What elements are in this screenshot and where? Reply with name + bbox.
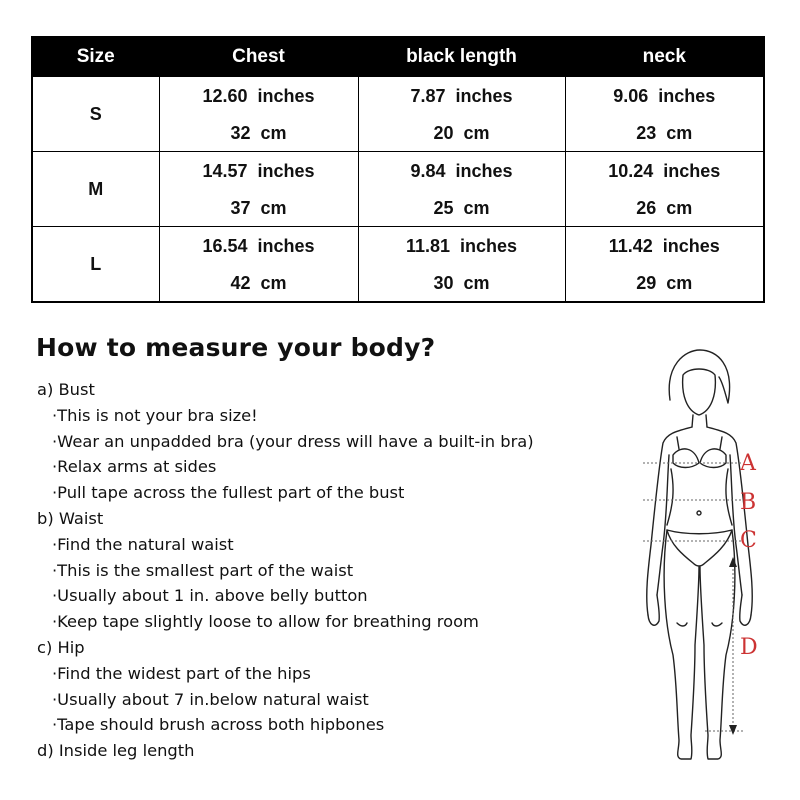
label-a: A [740,451,756,476]
guide-tip: ·Wear an unpadded bra (your dress will have a built-in bra) [52,431,534,451]
chest-cell [159,152,358,227]
neck-inches: 11.42 inches [608,235,720,256]
back-length-inches: 9.84 inches [410,160,513,181]
neck-cell [565,152,764,227]
table-row [32,152,764,227]
chest-cm: 42 cm [230,272,287,293]
size-cell: M [32,152,159,227]
back-length-cell [358,77,565,152]
guide-tip: ·Find the natural waist [52,534,234,554]
chest-inches: 12.60 inches [202,85,315,106]
table-row [32,227,764,303]
header-back-length: black length [358,37,565,77]
guide-tip: ·Keep tape slightly loose to allow for breathing room [52,612,479,632]
table-row [32,77,764,152]
guide-tip: ·Tape should brush across both hipbones [52,715,385,735]
body-outline-icon [615,345,795,770]
back-length-inches: 11.81 inches [405,235,518,256]
section-heading-waist: b) Waist [37,508,104,528]
guide-tip: ·This is the smallest part of the waist [52,560,354,580]
section-heading-hip: c) Hip [37,637,85,657]
header-neck: neck [565,37,764,77]
neck-cell [565,77,764,152]
guide-tip: ·Usually about 1 in. above belly button [52,586,368,606]
neck-cm: 23 cm [636,122,693,143]
body-measurement-figure [615,345,795,770]
size-cell: S [32,77,159,152]
header-size: Size [32,37,159,77]
neck-inches: 9.06 inches [613,85,716,106]
chest-cell [159,77,358,152]
neck-cell [565,227,764,303]
measurement-guide [37,377,617,764]
section-heading-bust: a) Bust [37,380,95,399]
back-length-inches: 7.87 inches [410,85,513,106]
back-length-cm: 25 cm [433,197,490,218]
back-length-cm: 30 cm [433,272,490,293]
label-b: B [740,490,757,515]
guide-title: How to measure your body? [36,333,436,362]
back-length-cm: 20 cm [433,122,490,143]
label-d: D [740,635,758,660]
guide-tip: ·Usually about 7 in.below natural waist [52,689,369,709]
header-chest: Chest [159,37,358,77]
chest-cm: 37 cm [230,197,287,218]
table-header-row [32,37,764,77]
guide-tip: ·Pull tape across the fullest part of the bust [52,483,405,503]
chest-cell [159,227,358,303]
neck-cm: 29 cm [636,272,693,293]
neck-inches: 10.24 inches [608,160,721,181]
guide-tip: ·Find the widest part of the hips [52,663,311,683]
neck-cm: 26 cm [636,197,693,218]
guide-tip: ·Relax arms at sides [52,457,217,477]
back-length-cell [358,152,565,227]
chest-inches: 16.54 inches [202,235,315,256]
label-c: C [740,528,757,553]
size-cell: L [32,227,159,303]
guide-tip: ·This is not your bra size! [52,405,258,425]
chest-inches: 14.57 inches [202,160,315,181]
back-length-cell [358,227,565,303]
chest-cm: 32 cm [230,122,287,143]
section-heading-inside-leg: d) Inside leg length [37,741,195,761]
size-chart-table [31,36,765,303]
